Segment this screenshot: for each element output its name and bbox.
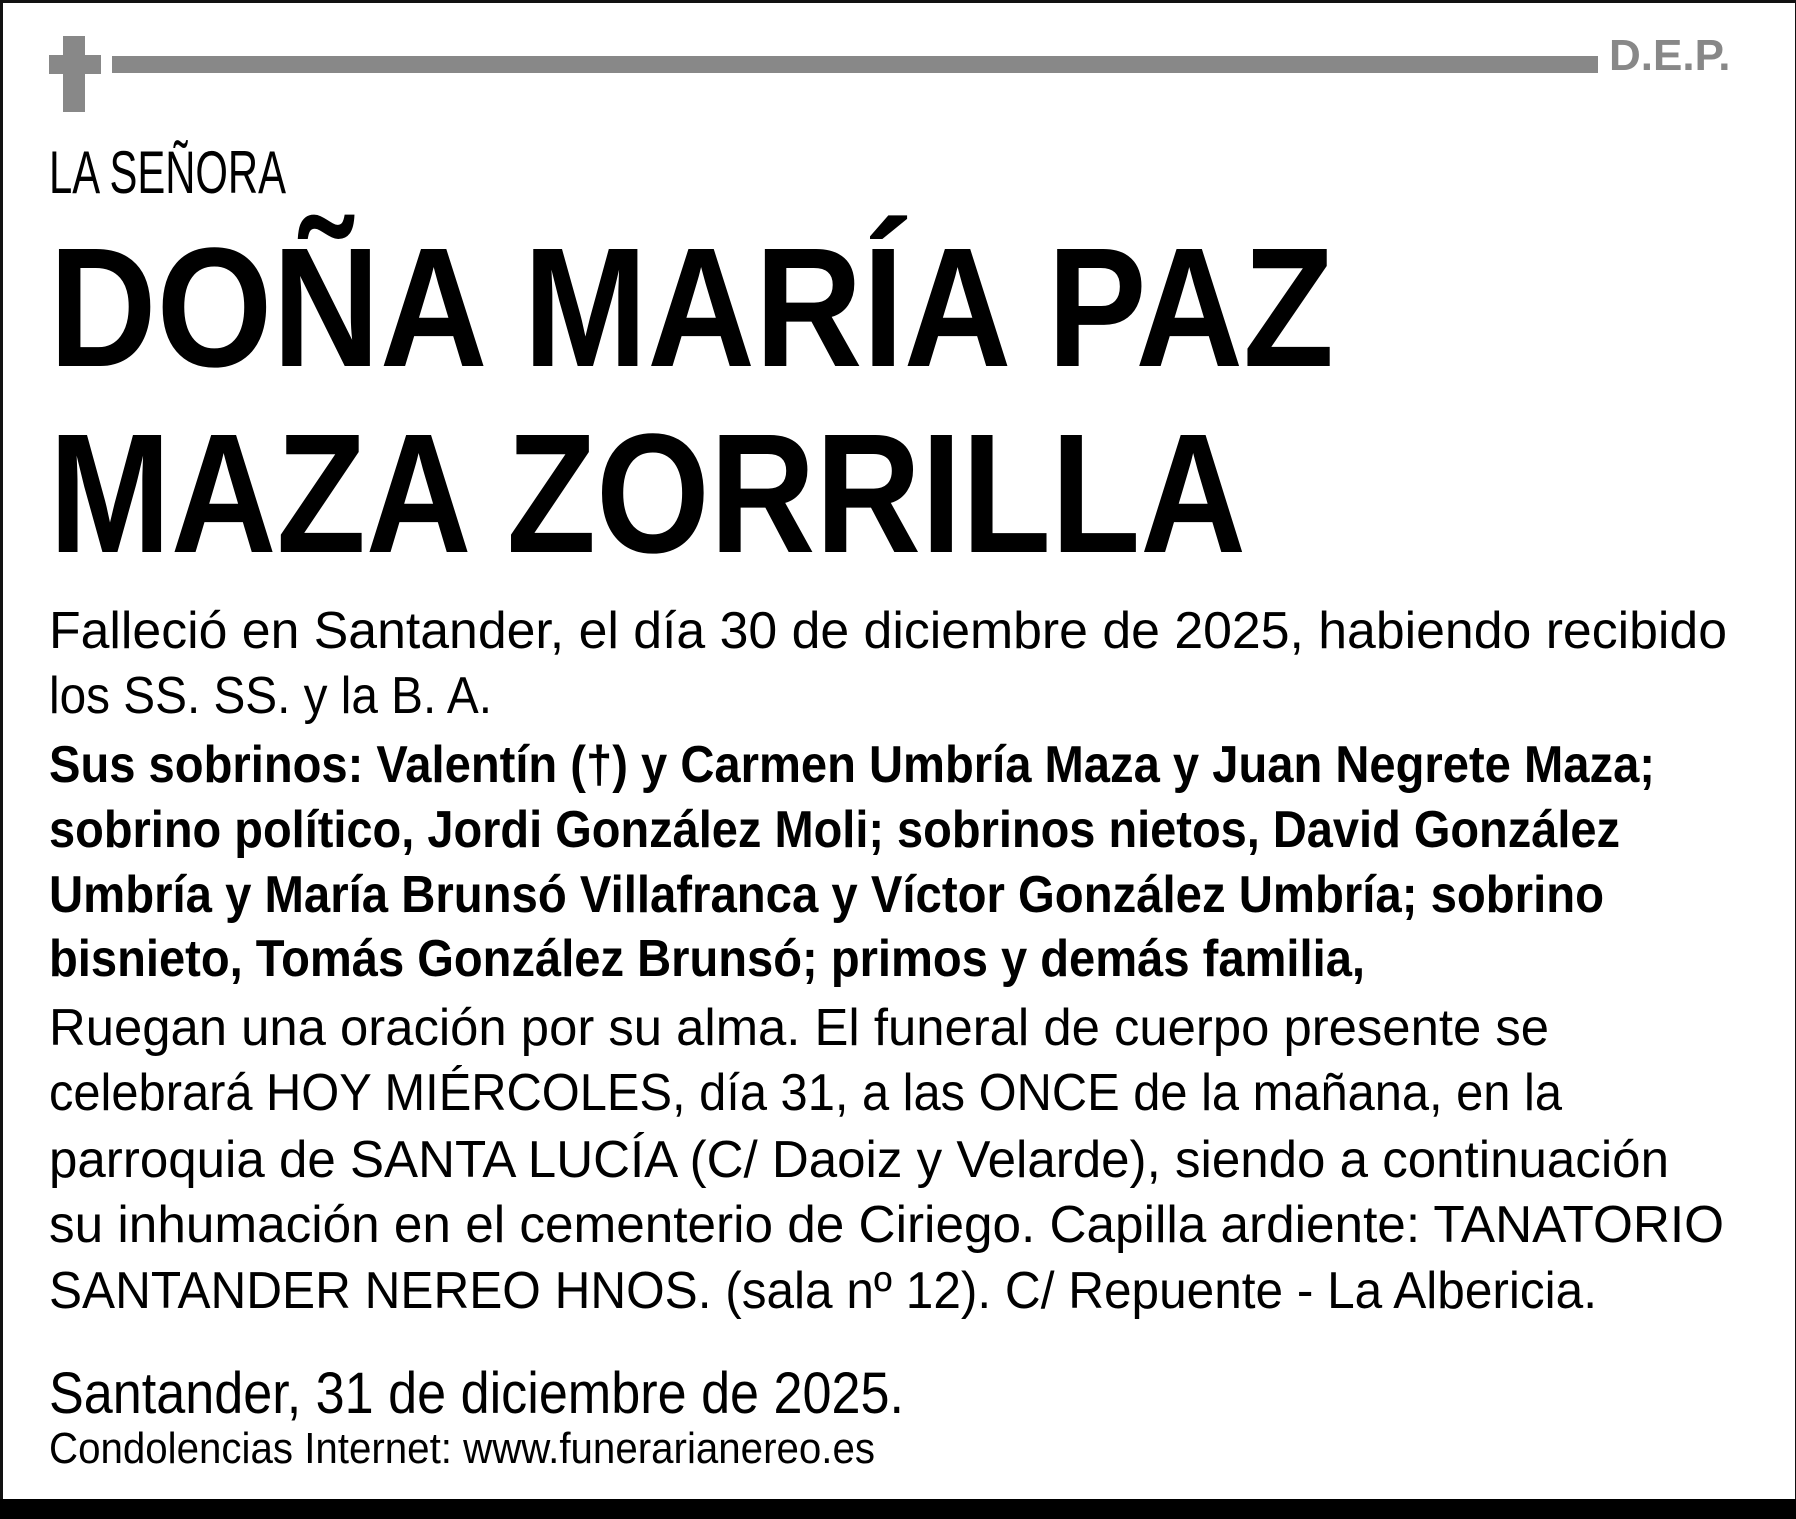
funeral-line: celebrará HOY MIÉRCOLES, día 31, a las ONCE de la mañana, en la <box>49 1064 1562 1122</box>
death-text-line: Falleció en Santander, el día 30 de diciembre de 2025, habiendo recibido <box>49 602 1727 660</box>
deceased-name-line-2: MAZA ZORRILLA <box>49 399 1246 589</box>
bottom-rule <box>0 1499 1796 1519</box>
deceased-name-line-1: DOÑA MARÍA PAZ <box>49 213 1334 403</box>
family-line: sobrino político, Jordi González Moli; sobrinos nietos, David González <box>49 801 1620 859</box>
intro-title: LA SEÑORA <box>49 139 286 206</box>
funeral-line: SANTANDER NEREO HNOS. (sala nº 12). C/ Repuente - La Albericia. <box>49 1262 1597 1320</box>
header-rule <box>112 56 1598 73</box>
dep-label: D.E.P. <box>1609 31 1731 80</box>
condolences-line: Condolencias Internet: www.funerarianereo.es <box>49 1424 875 1473</box>
family-line: Umbría y María Brunsó Villafranca y Víctor González Umbría; sobrino <box>49 866 1604 924</box>
cross-horizontal <box>49 55 101 74</box>
funeral-line: parroquia de SANTA LUCÍA (C/ Daoiz y Velarde), siendo a continuación <box>49 1131 1669 1189</box>
death-text-line: los SS. SS. y la B. A. <box>49 667 492 725</box>
family-line: bisnieto, Tomás González Brunsó; primos y demás familia, <box>49 930 1365 988</box>
family-line: Sus sobrinos: Valentín (†) y Carmen Umbría Maza y Juan Negrete Maza; <box>49 736 1655 794</box>
place-date: Santander, 31 de diciembre de 2025. <box>49 1361 904 1426</box>
funeral-line: su inhumación en el cementerio de Ciriego. Capilla ardiente: TANATORIO <box>49 1196 1724 1254</box>
funeral-line: Ruegan una oración por su alma. El funeral de cuerpo presente se <box>49 999 1549 1057</box>
cross-vertical <box>63 36 85 112</box>
